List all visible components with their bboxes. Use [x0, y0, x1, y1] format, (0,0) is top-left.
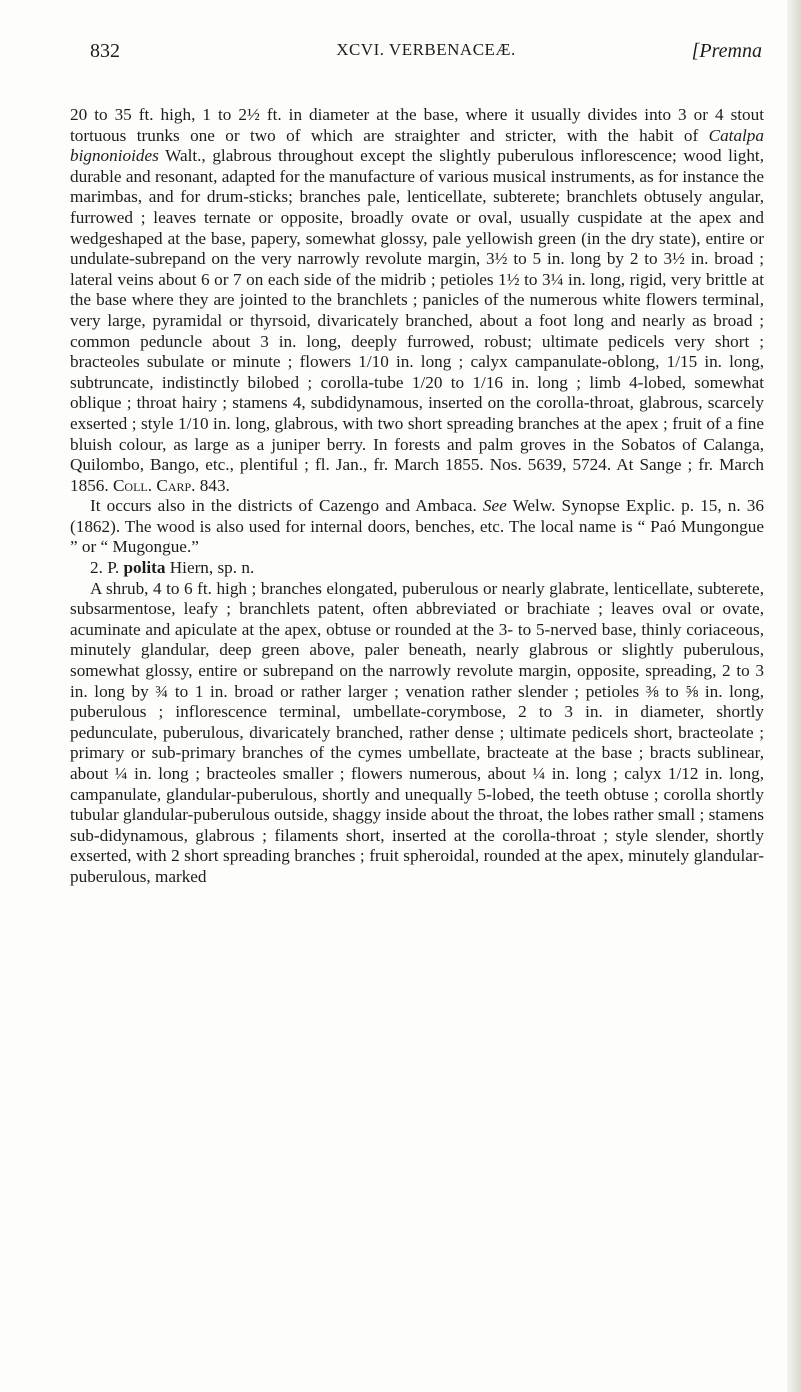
text-run: See [482, 496, 507, 516]
running-title: XCVI. VERBENACEÆ. [336, 40, 516, 59]
paragraph-species-1-notes [70, 496, 764, 558]
text-run: 2. P. [90, 558, 124, 578]
text-run: A shrub, 4 to 6 ft. high ; branches elongated, puberulous or nearly glabrate, lenticellate, subterete, subsarmentose, leafy ; branchlets patent, often abbreviated or brachiate ; leaves oval or ovate, acuminate and apiculate at the apex, obtuse or rounded at the 3- to 5-nerved base, thinly coriaceous, minutely glandular, deep green above, paler beneath, nearly glabrous or slightly puberulous, somewhat glossy, entire or subrepand on the narrowly revolute margin, opposite, spreading, 2 to 3 in. long by ¾ to 1 in. broad or rather larger ; venation rather slender ; petioles ⅜ to ⅝ in. long, puberulous ; inflorescence terminal, umbellate-corymbose, 2 to 3 in. in diameter, shortly pedunculate, puberulous, divaricately branched, rather dense ; ultimate pedicels short, bracteolate ; primary or sub-primary branches of the cymes umbellate, bracteate at the base ; bracts sublinear, about ¼ in. long ; bracteoles smaller ; flowers numerous, about ¼ in. long ; calyx 1/12 in. long, campanulate, glandular-puberulous, shortly and unequally 5-lobed, the teeth obtuse ; corolla shortly tubular glandular-puberulous outside, shaggy inside about the throat, the lobes rather small ; stamens sub-didynamous, glabrous ; filaments short, inserted at the corolla-throat ; style slender, shortly exserted, with 2 short spreading branches ; fruit spheroidal, rounded at the apex, minutely glandular-puberulous, marked [70, 578, 764, 886]
text-run: Hiern, sp. n. [165, 558, 255, 578]
text-run: Walt., glabrous throughout except the slightly puberulous inflorescence; wood light, durable and resonant, adapted for the manufacture of various musical instruments, as for instance the marimbas, and for drum-sticks; branches pale, lenticellate, subterete; branchlets obtusely angular, furrowed ; leaves ternate or opposite, broadly ovate or oval, usually cuspidate at the apex and wedgeshaped at the base, papery, somewhat glossy, pale yellowish green (in the dry state), entire or undulate-subrepand on the very narrowly revolute margin, 3½ to 5 in. long by 2 to 3½ in. broad ; lateral veins about 6 or 7 on each side of the midrib ; petioles 1½ to 3¼ in. long, rigid, very brittle at the base where they are jointed to the branchlets ; panicles of the numerous white flowers terminal, very large, pyramidal or thyrsoid, divaricately branched, about a foot long and nearly as broad ; common peduncle about 3 in. long, deeply furrowed, robust; ultimate pedicels very short ; bracteoles subulate or minute ; flowers 1/10 in. long ; calyx campanulate-oblong, 1/15 in. long, subtruncate, indistinctly bilobed ; corolla-tube 1/20 to 1/16 in. long ; limb 4-lobed, somewhat oblique ; throat hairy ; stamens 4, subdidynamous, inserted on the corolla-throat, glabrous, scarcely exserted ; style 1/10 in. long, glabrous, with two short spreading branches at the apex ; fruit of a fine bluish colour, as large as a juniper berry. In forests and palm groves in the Sobatos of Calanga, Quilombo, Bango, etc., plentiful ; fl. Jan., fr. March 1855. Nos. 5639, 5724. At Sange ; fr. March 1856. [70, 146, 764, 495]
text-run: It occurs also in the districts of Cazengo and Ambaca. [90, 496, 483, 516]
text-run: 20 to 35 ft. high, 1 to 2½ ft. in diameter at the base, where it usually divides into 3 or 4 stout tortuous trunks one or two of which are straighter and stricter, with the habit of [70, 105, 764, 145]
species-2-heading [70, 558, 764, 579]
text-run: polita [123, 558, 166, 578]
genus-heading: [Premna [691, 40, 762, 62]
text-run: Coll. Carp. [112, 475, 196, 495]
text-run: Welw. Synopse Explic. p. 15, n. 36 (1862). The wood is also used for internal doors, benches, etc. The local name is “ Paó Mungongue ” or “ Mugongue.” [70, 496, 764, 557]
paragraph-species-1-description [70, 105, 764, 496]
text-run: Catalpa bignonioides [70, 125, 764, 166]
page-number: 832 [90, 40, 120, 62]
page-edge [787, 0, 801, 1392]
paragraph-species-2-description [70, 579, 764, 888]
body-text [70, 105, 764, 888]
page-header [90, 40, 762, 70]
text-run: 843. [195, 475, 230, 495]
